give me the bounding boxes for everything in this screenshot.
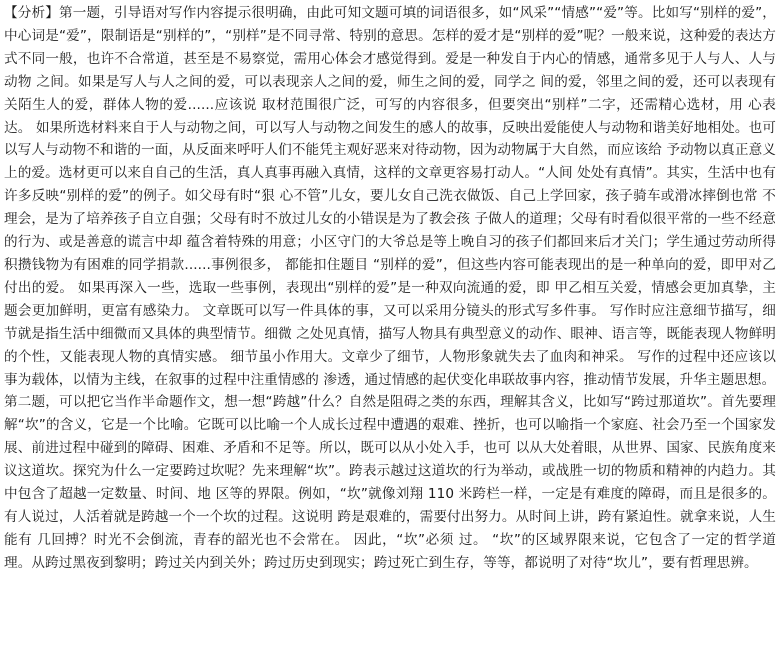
paragraph-1-text: 第一题，引导语对写作内容提示很明确，由此可知文题可填的词语很多，如“风采”“情感”“爱”等。比如写“别样的爱”，中心词是“爱”，限制语是“别样的”，“别样”是不同寻常、特别的意思。怎样的爱才是“别样的爱”呢？一般来说，这种爱的表达方式不同一般，也许不合常道，甚至是不易察觉，需用心体会才感觉得到。爱是一种发自于内心的情感，通常多见于人与人、人与动物 之间。如果是写人与人之间的爱，可以表现亲人之间的爱，师生之间的爱，同学之 间的爱，邻里之间的爱，还可以表现有关陌生人的爱，群体人物的爱......应该说 取材范围很广泛，可写的内容很多，但要突出“别样”二字，还需精心选材，用 心表达。 如果所选材料来自于人与动物之间，可以写人与动物之间发生的感人的故事，反映出爱能使人与动物和谐美好地相处。也可以写人与动物不和谐的一面，从反面来呼吁人们不能凭主观好恶来对待动物，因为动物属于大自然，而应该给 予动物以真正意义上的爱。选材更可以来自自己的生活，真人真事再融入真情，这样的文章更容易打动人。“人间 处处有真情”。其实，生活中也有许多反映“别样的爱”的例子。如父母有时“狠 心不管”儿女，要儿女自己洗衣做饭、自己上学回家，孩子骑车或滑冰摔倒也常 不理会，是为了培养孩子自立自强；父母有时不放过儿女的小错误是为了教会孩 子做人的道理；父母有时看似很平常的一些不经意的行为、或是善意的谎言中却 蕴含着特殊的用意；小区守门的大爷总是等上晚自习的孩子们都回来后才关门；学生通过劳动所得积攒钱物为有困难的同学捐款......事例很多， 都能扣住题目 “别样的爱”，但这些内容可能表现出的是一种单向的爱，即甲对乙付出的爱。 如果再深入一些，选取一些事例，表现出“别样的爱”是一种双向流通的爱，即 甲乙相互关爱，情感会更加真挚，主题会更加鲜明，更富有感染力。 文章既可以写一件具体的事，又可以采用分镜头的形式写多件事。 写作时应注意细节描写，细节就是指生活中细微而又具体的典型情节。细微 之处见真情，描写人物具有典型意义的动作、眼神、语言等，既能表现人物鲜明 的个性，又能表现人物的真情实感。 细节虽小作用大。文章少了细节，人物形象就失去了血肉和神采。 写作的过程中还应该以事为载体，以情为主线，在叙事的过程中注重情感的 渗透，通过情感的起伏变化串联故事内容，推动情节发展，升华主题思想。 <box>4 5 777 388</box>
analysis-label: 【分析】 <box>4 5 59 21</box>
paragraph-2-text: 第二题，可以把它当作半命题作文，想一想“跨越”什么？自然是阻碍之类的东西，理解其含义，比如写“跨过那道坎”。首先要理解“坎”的含义，它是一个比喻。它既可以比喻一个人成长过程中遭遇的艰难、挫折，也可以喻指一个家庭、社会乃至一个国家发展、前进过程中碰到的障碍、困难、矛盾和不足等。所以，既可以从小处入手，也可 以从大处着眼，从世界、国家、民族角度来议这道坎。探究为什么一定要跨过坎呢？先来理解“坎”。跨表示越过这道坎的行为举动，或战胜一切的物质和精神的内趋力。其中包含了超越一定数量、时间、地 区等的界限。例如，“坎”就像刘翔 110 米跨栏一样，一定是有难度的障碍，而且是很多的。有人说过，人活着就是跨越一个一个坎的过程。这说明 跨是艰难的，需要付出努力。从时间上讲，跨有紧迫性。就拿来说，人生能有 几回搏？时光不会倒流，青春的韶光也不会常在。 因此，“坎”必须 过。 “坎”的区域界限来说，它包含了一定的哲学道理。从跨过黑夜到黎明；跨过关内到关外；跨过历史到现实；跨过死亡到生存，等等，都说明了对待“坎儿”，要有哲理思辨。 <box>4 394 776 571</box>
analysis-paragraph-2 <box>4 391 776 574</box>
analysis-paragraph-1 <box>4 2 776 391</box>
